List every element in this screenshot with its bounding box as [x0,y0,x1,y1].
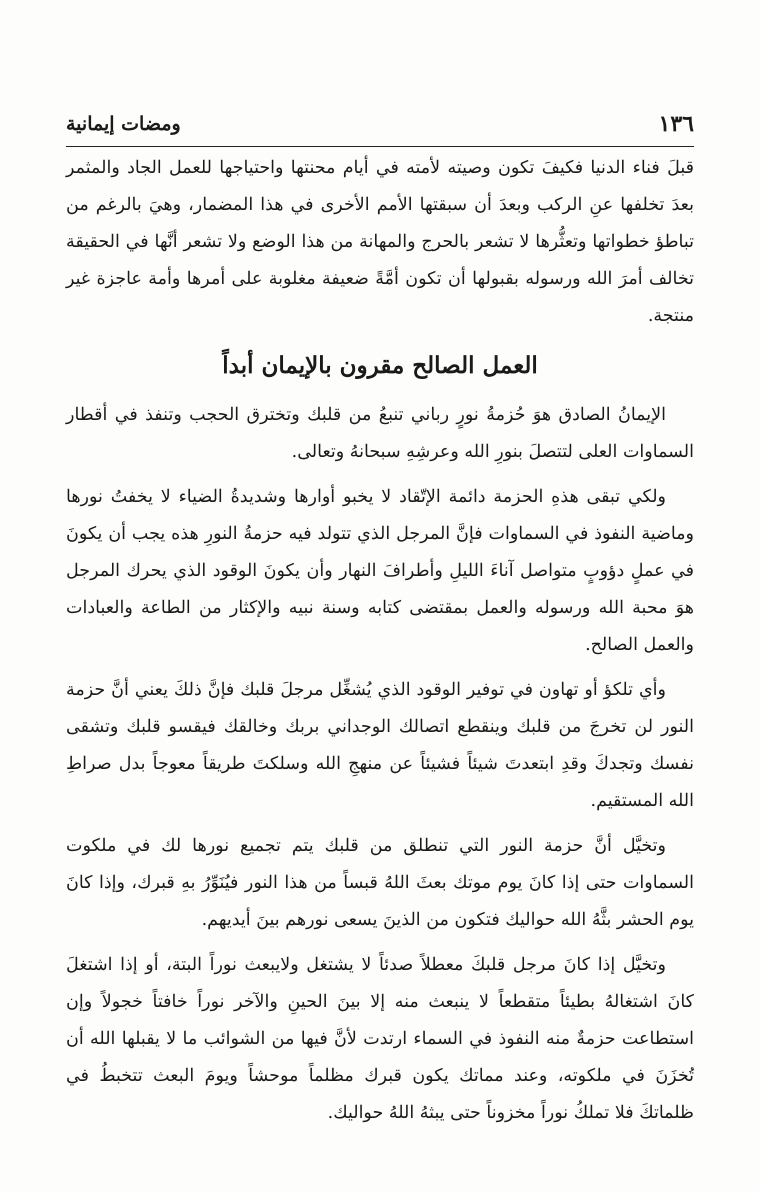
header-divider [66,146,694,147]
page-number: ١٣٦ [658,111,694,137]
paragraph: قبلَ فناء الدنيا فكيفَ تكون وصيته لأمته في أيام محنتها واحتياجها للعمل الجاد والمثمر بعدَ تخلفها عنِ الركب وبعدَ أن سبقتها الأمم الأخرى في هذا المضمار، وهيَ بالرغم من تباطؤ خطواتها وتعثُّرها لا تشعر بالحرج والمهانة من هذا الوضع ولا تشعر أنَّها في الحقيقة تخالف أمرَ الله ورسوله بقبولها أن تكون أمَّةً ضعيفة مغلوبة على أمرها وأمة عاجزة غير منتجة. [66,158,694,326]
section-heading: العمل الصالح مقرون بالإيمان أبداً [222,352,538,379]
paragraph: الإيمانُ الصادق هوَ حُزمةُ نورٍ رباني تنبعُ من قلبك وتخترق الحجب وتنفذ في أقطار السماوات العلى لتتصلَ بنورِ الله وعرشِهِ سبحانهُ وتعالى. [66,405,694,462]
paragraph: وأي تلكؤ أو تهاون في توفير الوقود الذي يُشغِّل مرجلَ قلبك فإنَّ ذلكَ يعني أنَّ حزمة النور لن تخرجَ من قلبك وينقطع اتصالك الوجداني بربك وخالقك فيقسو قلبك وتشقى نفسك وتجدكَ وقدِ ابتعدتَ شيئاً فشيئاً عن منهجِ الله وسلكتَ طريقاً معوجاً بدل صراطِ الله المستقيم. [66,680,694,811]
paragraph: وتخيَّل إذا كانَ مرجل قلبكَ معطلاً صدئاً لا يشتغل ولايبعث نوراً البتة، أو إذا اشتغلَ كانَ اشتغالهُ بطيئاً متقطعاً لا ينبعث منه إلا بينَ الحينِ والآخر نوراً خافتاً خجولاً وإن استطاعت حزمةٌ منه النفوذ في السماء ارتدت لأنَّ فيها من الشوائب ما لا يقبلها الله أن تُخزَنَ في ملكوته، وعند مماتك يكون قبرك مظلماً موحشاً ويومَ البعث تتخبطُ في ظلماتكَ فلا تملكُ نوراً مخزوناً حتى يبثهُ اللهُ حواليك. [66,955,694,1123]
running-title: ومضات إيمانية [66,113,181,135]
page-body [66,150,694,1140]
paragraph: ولكي تبقى هذهِ الحزمة دائمة الإتّقاد لا يخبو أوارها وشديدةُ الضياء لا يخفتُ نورها وماضية النفوذ في السماوات فإنَّ المرجل الذي تتولد فيه حزمةُ النورِ هذه يجب أن يكونَ في عملٍ دؤوبٍ متواصل آناءَ الليلِ وأطرافَ النهار وأن يكونَ الوقود الذي يحرك المرجل هوَ محبة الله ورسوله والعمل بمقتضى كتابه وسنة نبيه والإكثار من الطاعة والعبادات والعمل الصالح. [66,487,694,655]
page-header [66,104,694,144]
paragraph: وتخيَّل أنَّ حزمة النور التي تنطلق من قلبك يتم تجميع نورها لك في ملكوت السماوات حتى إذا كانَ يوم موتك بعثَ اللهُ قبساً من هذا النور فيُنَوِّرُ بهِ قبرك، وإذا كانَ يوم الحشر بثَّهُ الله حواليك فتكون من الذينَ يسعى نورهم بينَ أيديهم. [66,836,694,930]
